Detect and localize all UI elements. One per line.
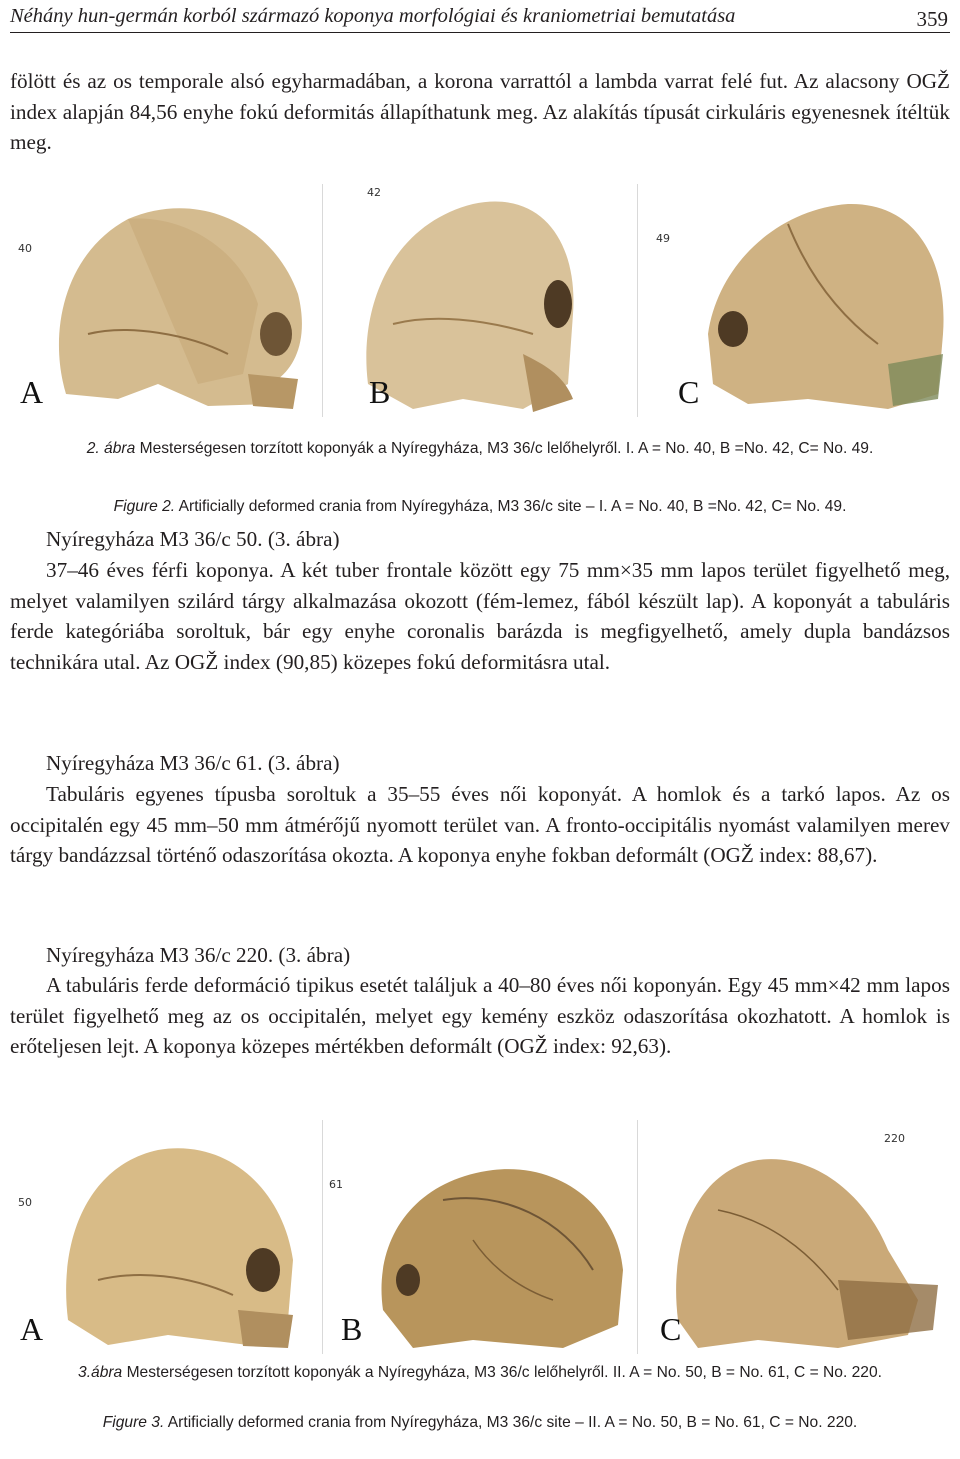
- section-body-61: [10, 779, 950, 871]
- skull-photo-b: [323, 1120, 637, 1354]
- panel-letter: A: [20, 1311, 44, 1347]
- figure-2-panel-b: [323, 184, 638, 417]
- specimen-tag: 49: [656, 232, 670, 245]
- intro-paragraph: fölött és az os temporale alsó egyharmadában, a korona varrattól a lambda varrat felé fut. Az alacsony OGŽ index alapján 84,56 enyhe fokú deformitás állapíthatunk meg. Az alakítás típusát cirkuláris egyenesnek ítéltük meg.: [10, 69, 950, 155]
- caption-label: 2. ábra: [86, 440, 136, 457]
- panel-letter: B: [369, 374, 391, 410]
- specimen-tag: 50: [18, 1196, 32, 1209]
- running-header: [10, 2, 950, 33]
- figure-2-caption-hu: [30, 438, 930, 460]
- caption-text: Artificially deformed crania from Nyíregyháza, M3 36/c site – I. A = No. 40, B =No. 42, C= No. 49.: [175, 498, 847, 515]
- specimen-tag: 220: [884, 1132, 905, 1145]
- figure-3-panel-c: [638, 1120, 952, 1354]
- panel-letter: B: [341, 1311, 363, 1347]
- caption-label: 3.ábra: [78, 1364, 123, 1381]
- section-heading-50: Nyíregyháza M3 36/c 50. (3. ábra): [46, 527, 340, 551]
- figure-2-photos: [8, 184, 952, 417]
- section-text: Tabuláris egyenes típusba soroltuk a 35–55 éves női koponyát. A homlok és a tarkó lapos. Az os occipitalén egy 45 mm–50 mm átmérőjű nyomott terület van. A fronto-occipitális nyomást valamilyen merev tárgy bandázzsal történő odaszorítása okozta. A koponya enyhe fokban deformált (OGŽ index: 88,67).: [10, 782, 950, 868]
- section-heading-61: Nyíregyháza M3 36/c 61. (3. ábra): [46, 751, 340, 775]
- figure-3-caption-en: [30, 1412, 930, 1434]
- panel-letter: A: [20, 374, 44, 410]
- specimen-tag: 61: [329, 1178, 343, 1191]
- specimen-tag: 42: [367, 186, 381, 199]
- figure-2-panel-c: [638, 184, 952, 417]
- page-number: 359: [916, 7, 948, 31]
- caption-label: Figure 3.: [102, 1414, 165, 1431]
- skull-photo-a: [8, 1120, 322, 1354]
- caption-text: Mesterségesen torzított koponyák a Nyíregyháza, M3 36/c lelőhelyről. II. A = No. 50, B = No. 61, C = No. 220.: [122, 1364, 882, 1381]
- figure-2-panel-a: [8, 184, 323, 417]
- figure-2-caption-en: [30, 496, 930, 518]
- caption-text: Artificially deformed crania from Nyíregyháza, M3 36/c site – II. A = No. 50, B = No. 61, C = No. 220.: [164, 1414, 858, 1431]
- figure-3-photos: [8, 1120, 952, 1354]
- skull-photo-a: [8, 184, 322, 417]
- figure-3-panel-b: [323, 1120, 638, 1354]
- section-body-50: [10, 555, 950, 677]
- figure-3-panel-a: [8, 1120, 323, 1354]
- section-heading-220: Nyíregyháza M3 36/c 220. (3. ábra): [46, 943, 351, 967]
- caption-text: Mesterségesen torzított koponyák a Nyíregyháza, M3 36/c lelőhelyről. I. A = No. 40, B =No. 42, C= No. 49.: [135, 440, 874, 457]
- caption-label: Figure 2.: [113, 498, 176, 515]
- figure-3-caption-hu: [30, 1362, 930, 1384]
- section-body-220: [10, 970, 950, 1062]
- skull-photo-c: [638, 1120, 952, 1354]
- specimen-tag: 40: [18, 242, 32, 255]
- section-text: A tabuláris ferde deformáció tipikus esetét találjuk a 40–80 éves női koponyán. Egy 45 mm×42 mm lapos terület figyelhető meg az os occipitalén, melyet egy kemény eszköz odaszorítása okozhatott. A homlok is erőteljesen lejt. A koponya közepes mértékben deformált (OGŽ index: 92,63).: [10, 973, 950, 1059]
- panel-letter: C: [660, 1311, 682, 1347]
- panel-letter: C: [678, 374, 700, 410]
- running-title: Néhány hun-germán korból származó koponya morfológiai és kraniometriai bemutatása: [10, 5, 736, 27]
- section-text: 37–46 éves férfi koponya. A két tuber frontale között egy 75 mm×35 mm lapos terület figyelhető meg, melyet valamilyen szilárd tárgy alkalmazása okozott (fém-lemez, fából készült lap). A koponyát a tabuláris ferde kategóriába soroltuk, bár egy enyhe coronalis barázda is megfigyelhető, amely dupla bandázsos technikára utal. Az OGŽ index (90,85) közepes fokú deformitásra utal.: [10, 558, 950, 674]
